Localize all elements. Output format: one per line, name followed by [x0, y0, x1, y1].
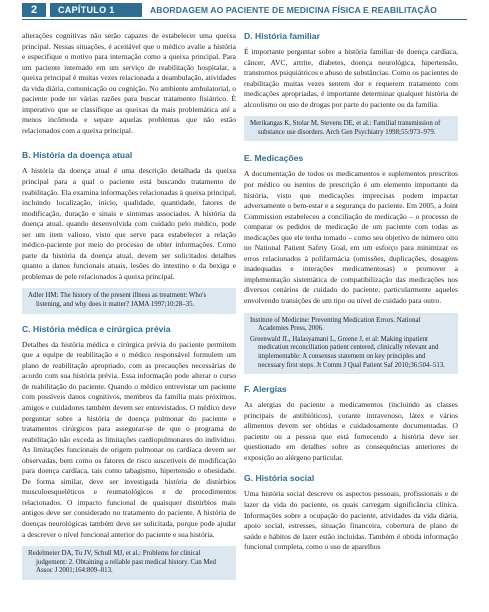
reference-greenwald: Greenwald JL, Halasyamani L, Greene J, et al: Making inpatient medication reconciliation patient centered, clinically relevant and implementable: A consensus statement on key principles and necessary first steps. Jt Comm J Qual Patient Saf 2010;36:504–513.	[250, 335, 445, 369]
reference-iom: Institute of Medicine: Preventing Medication Errors. National Academies Press, 2006.	[250, 316, 421, 333]
section-heading-g: G. História social	[244, 473, 315, 484]
reference-box-b	[22, 288, 236, 313]
reference-merikangas: Merikangas K, Stolar M, Stevens DE, et al.: Familial transmission of substance use disorders. Arch Gen Psychiatry 1998;55:973–979.	[250, 120, 441, 136]
section-heading-d: D. História familiar	[244, 31, 320, 41]
section-e-paragraph: A documentação de todos os medicamentos e suplementos prescritos por médico ou isentos de prescrição é um elemento importante da história, visto que medicações imprecisas podem impactar adversamente o bem-estar e a segurança do paciente. Em 2005, a Joint Commission estabeleceu a conciliação de medicação – o processo de comparar os pedidos de medicação de um paciente com todas as medicações que ele tenha tomado – como seu objetivo de número oito no National Patient Safety Goal, em um esforço para minimizar os erros relacionados à polifarmácia (omissões, duplicações, dosagens inadequadas e interações medicamentosas) e promover a implementação sistemática de compatibilização das medicações nos diversos cenários de cuidado do paciente, particularmente aqueles envolvendo transições de um tipo ou nível de cuidado para outro.	[244, 169, 458, 306]
page-number: 2	[22, 3, 46, 17]
reference-box-c	[22, 546, 236, 580]
section-heading-b: B. História da doença atual	[22, 150, 133, 161]
chapter-label: CAPÍTULO 1	[50, 3, 142, 17]
reference-redelmeier: Redelmeier DA, Tu JV, Schull MJ, et al.: Problems for clinical judgement: 2. Obtaining a reliable past medical history. Can Med Assoc J 2001;164:809–813.	[28, 550, 217, 575]
left-column	[22, 31, 236, 580]
section-heading-f: F. Alergias	[244, 384, 287, 395]
section-d-paragraph: É importante perguntar sobre a história familiar de doença cardíaca, câncer, AVC, artrite, diabetes, doença neurológica, hipertensão, transtornos psiquiátricos e abuso de substâncias. Como os pacientes de reabilitação muitas vezes sentem dor e requerem tratamento com medicações apropriadas, é importante determinar qualquer história de alcoolismo ou uso de drogas por parte do paciente ou da família.	[244, 47, 458, 109]
chapter-title: ABORDAGEM AO PACIENTE DE MEDICINA FÍSICA E REABILITAÇÃO	[150, 5, 437, 15]
reference-box-d	[244, 116, 458, 141]
section-g-paragraph: Uma história social descreve os aspectos pessoais, profissionais e de lazer da vida do paciente, os quais carregam significância clínica. Informações sobre a ocupação do paciente, atividades da vida diária, apoio social, estresses, situação financeira, cobertura de plano de saúde e hábitos de lazer estão incluídas. Também é obtida informação funcional completa, como o uso de aparelhos	[244, 489, 458, 552]
reference-box-e	[244, 313, 458, 375]
section-c-paragraph: Detalhes da história médica e cirúrgica prévia do paciente permitem que a equipe de reabilitação e o médico responsável formulem um plano de reabilitação apropriado, com as precauções necessárias de acordo com sua história prévia. Essa informação pode alterar o curso de reabilitação do paciente. Quando o médico entrevistar um paciente com possíveis danos cognitivos, membros da família mais próximos, amigos e cuidadores também devem ser entrevistados. O médico deve perguntar sobre a história de doença pulmonar do paciente e tratamentos cirúrgicos para assegurar-se de que o programa de reabilitação não exceda as limitações cardiopulmonares do indivíduo. As limitações funcionais de origem pulmonar ou cardíaca devem ser observadas, bem como os fatores de risco suscetíveis de modificação para doença cardíaca, tais como tabagismo, hipertensão e obesidade. De forma similar, deve ser investigada história de distúrbios musculoesqueléticos e reumatológicos e de procedimentos relacionados. O impacto funcional de quaisquer distúrbios mais antigos deve ser considerado no tratamento do paciente. A história de doenças neurológicas também deve ser solicitada, porque pode ajudar a descrever o nível funcional anterior do paciente e sua história.	[22, 339, 236, 539]
header-rule	[22, 19, 467, 20]
intro-paragraph: alterações cognitivas não serão capazes de estabelecer uma queixa principal. Nessas situações, é aceitável que o médico avalie a história e especifique o motivo para internação como a queixa principal. Para um paciente internado em um serviço de reabilitação hospitalar, a queixa principal é muitas vezes relacionada a deambulação, atividades da vida diária, comunicação ou cognição. No ambiente ambulatorial, o paciente pode ter várias razões para buscar tratamento fisiátrico. É imperativo que se classifique as queixas da mais problemática até a menos incômoda e separe aquelas problemas que não estão relacionados com a queixa principal.	[22, 31, 236, 135]
reference-adler: Adler HM: The history of the present illness as treatment: Who's listening, and why does it matter? JAMA 1997;10:28–35.	[28, 292, 207, 309]
section-heading-c: C. História médica e cirúrgica prévia	[22, 323, 171, 334]
section-heading-e: E. Medicações	[244, 153, 304, 164]
section-f-paragraph: As alergias do paciente a medicamentos (incluindo as classes principais de antibióticos), corante intravenoso, látex e vários alimentos devem ser obtidas e cuidadosamente documentadas. O paciente ou a pessoa que está fornecendo a história deve ser questionado em detalhes sobre as consequências anteriores de exposição ao alérgeno particular.	[244, 400, 458, 462]
right-column	[244, 31, 458, 553]
section-b-paragraph: A história da doença atual é uma descrição detalhada da queixa principal para a qual o paciente está buscando tratamento de reabilitação. Ela examina informações relacionadas à queixa principal, incluindo localização, início, qualidade, quantidade, fatores de modificação, duração e sinais e sintomas associados. A história da doença atual, quando desenvolvida com cuidado pelo médico, pode ser um item valioso, visto que serve para estabelecer a relação médico-paciente por meio do processo de obter informações. Como parte da história da doença atual, devem ser solicitados detalhes quanto a danos funcionais atuais, lesões do intestino e da bexiga e problemas de pele relacionados à queixa principal.	[22, 166, 236, 281]
running-header	[0, 0, 489, 20]
